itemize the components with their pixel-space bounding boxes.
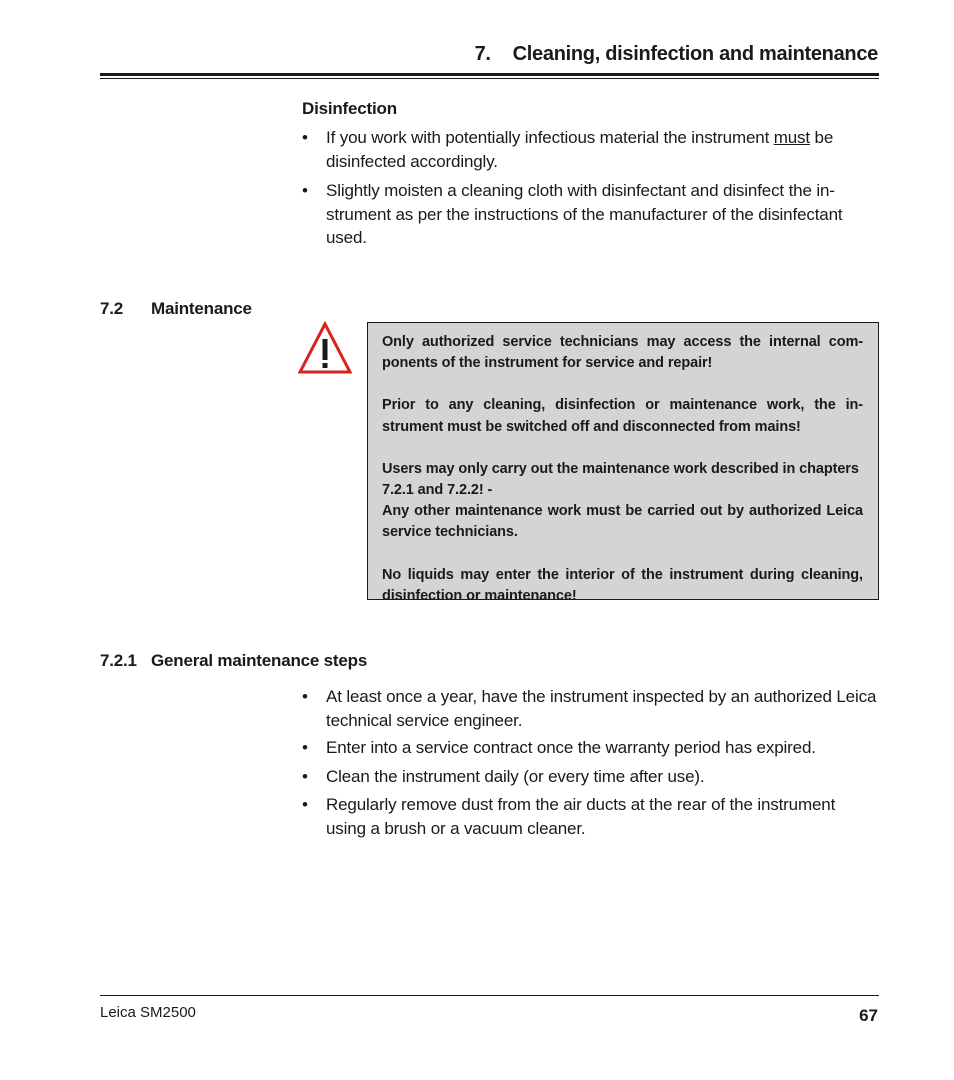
list-item <box>302 179 879 250</box>
warning-paragraph: Any other maintenance work must be carried out by authorized Leica service technicians. <box>382 503 863 541</box>
warning-paragraph: Users may only carry out the maintenance work described in chapters 7.2.1 and 7.2.2! - <box>382 460 859 499</box>
warning-paragraph: Prior to any cleaning, disinfection or maintenance work, the in-strument must be switched off and disconnected from mains! <box>382 397 863 435</box>
warning-paragraph: Only authorized service technicians may access the internal com-ponents of the instrument for service and repair! <box>382 334 863 372</box>
bullet-text: Enter into a service contract once the warranty period has expired. <box>326 738 816 757</box>
list-item <box>302 765 879 789</box>
bullet-symbol: • <box>302 738 308 757</box>
chapter-title <box>475 43 878 66</box>
list-item <box>302 126 879 173</box>
section-title: General maintenance steps <box>151 651 368 670</box>
chapter-title-text: Cleaning, disinfection and maintenance <box>512 43 878 65</box>
footer-product: Leica SM2500 <box>100 1004 196 1021</box>
header-rule-thin <box>100 78 879 79</box>
warning-triangle-icon <box>298 321 352 375</box>
bullet-text: At least once a year, have the instrument inspected by an authorized Leica technical service engineer. <box>326 687 877 730</box>
section-title: Maintenance <box>151 299 252 318</box>
bullet-text: Regularly remove dust from the air ducts at the rear of the instrument using a brush or a vacuum cleaner. <box>326 795 836 838</box>
section-heading-general-steps <box>100 651 367 671</box>
list-item <box>302 736 879 760</box>
warning-paragraph: No liquids may enter the interior of the instrument during cleaning, disinfection or maintenance! <box>382 566 863 604</box>
emphasis-must: must <box>773 128 810 147</box>
bullet-text: be disinfected accordingly. <box>326 128 834 171</box>
footer-rule <box>100 995 879 996</box>
chapter-number: 7. <box>474 43 491 65</box>
section-number: 7.2.1 <box>100 651 137 670</box>
section-heading-maintenance <box>100 299 252 319</box>
list-item <box>302 685 879 732</box>
bullet-symbol: • <box>302 181 308 200</box>
bullet-symbol: • <box>302 687 308 706</box>
list-item <box>302 793 879 840</box>
disinfection-list <box>302 126 879 250</box>
page-number: 67 <box>859 1006 878 1025</box>
bullet-text: If you work with potentially infectious material the instrument <box>326 128 774 147</box>
bullet-text: Clean the instrument daily (or every time after use). <box>326 766 705 786</box>
section-number: 7.2 <box>100 299 124 318</box>
bullet-text: Slightly moisten a cleaning cloth with disinfectant and disinfect the in-strument as per the instructions of the manufacturer of the disinfectant used. <box>326 181 843 247</box>
bullet-symbol: • <box>302 795 308 814</box>
bullet-symbol: • <box>302 766 308 786</box>
bullet-symbol: • <box>302 128 308 147</box>
header-rule-thick <box>100 73 879 76</box>
warning-box <box>367 322 879 604</box>
disinfection-heading: Disinfection <box>302 99 397 118</box>
general-steps-list <box>302 685 879 840</box>
